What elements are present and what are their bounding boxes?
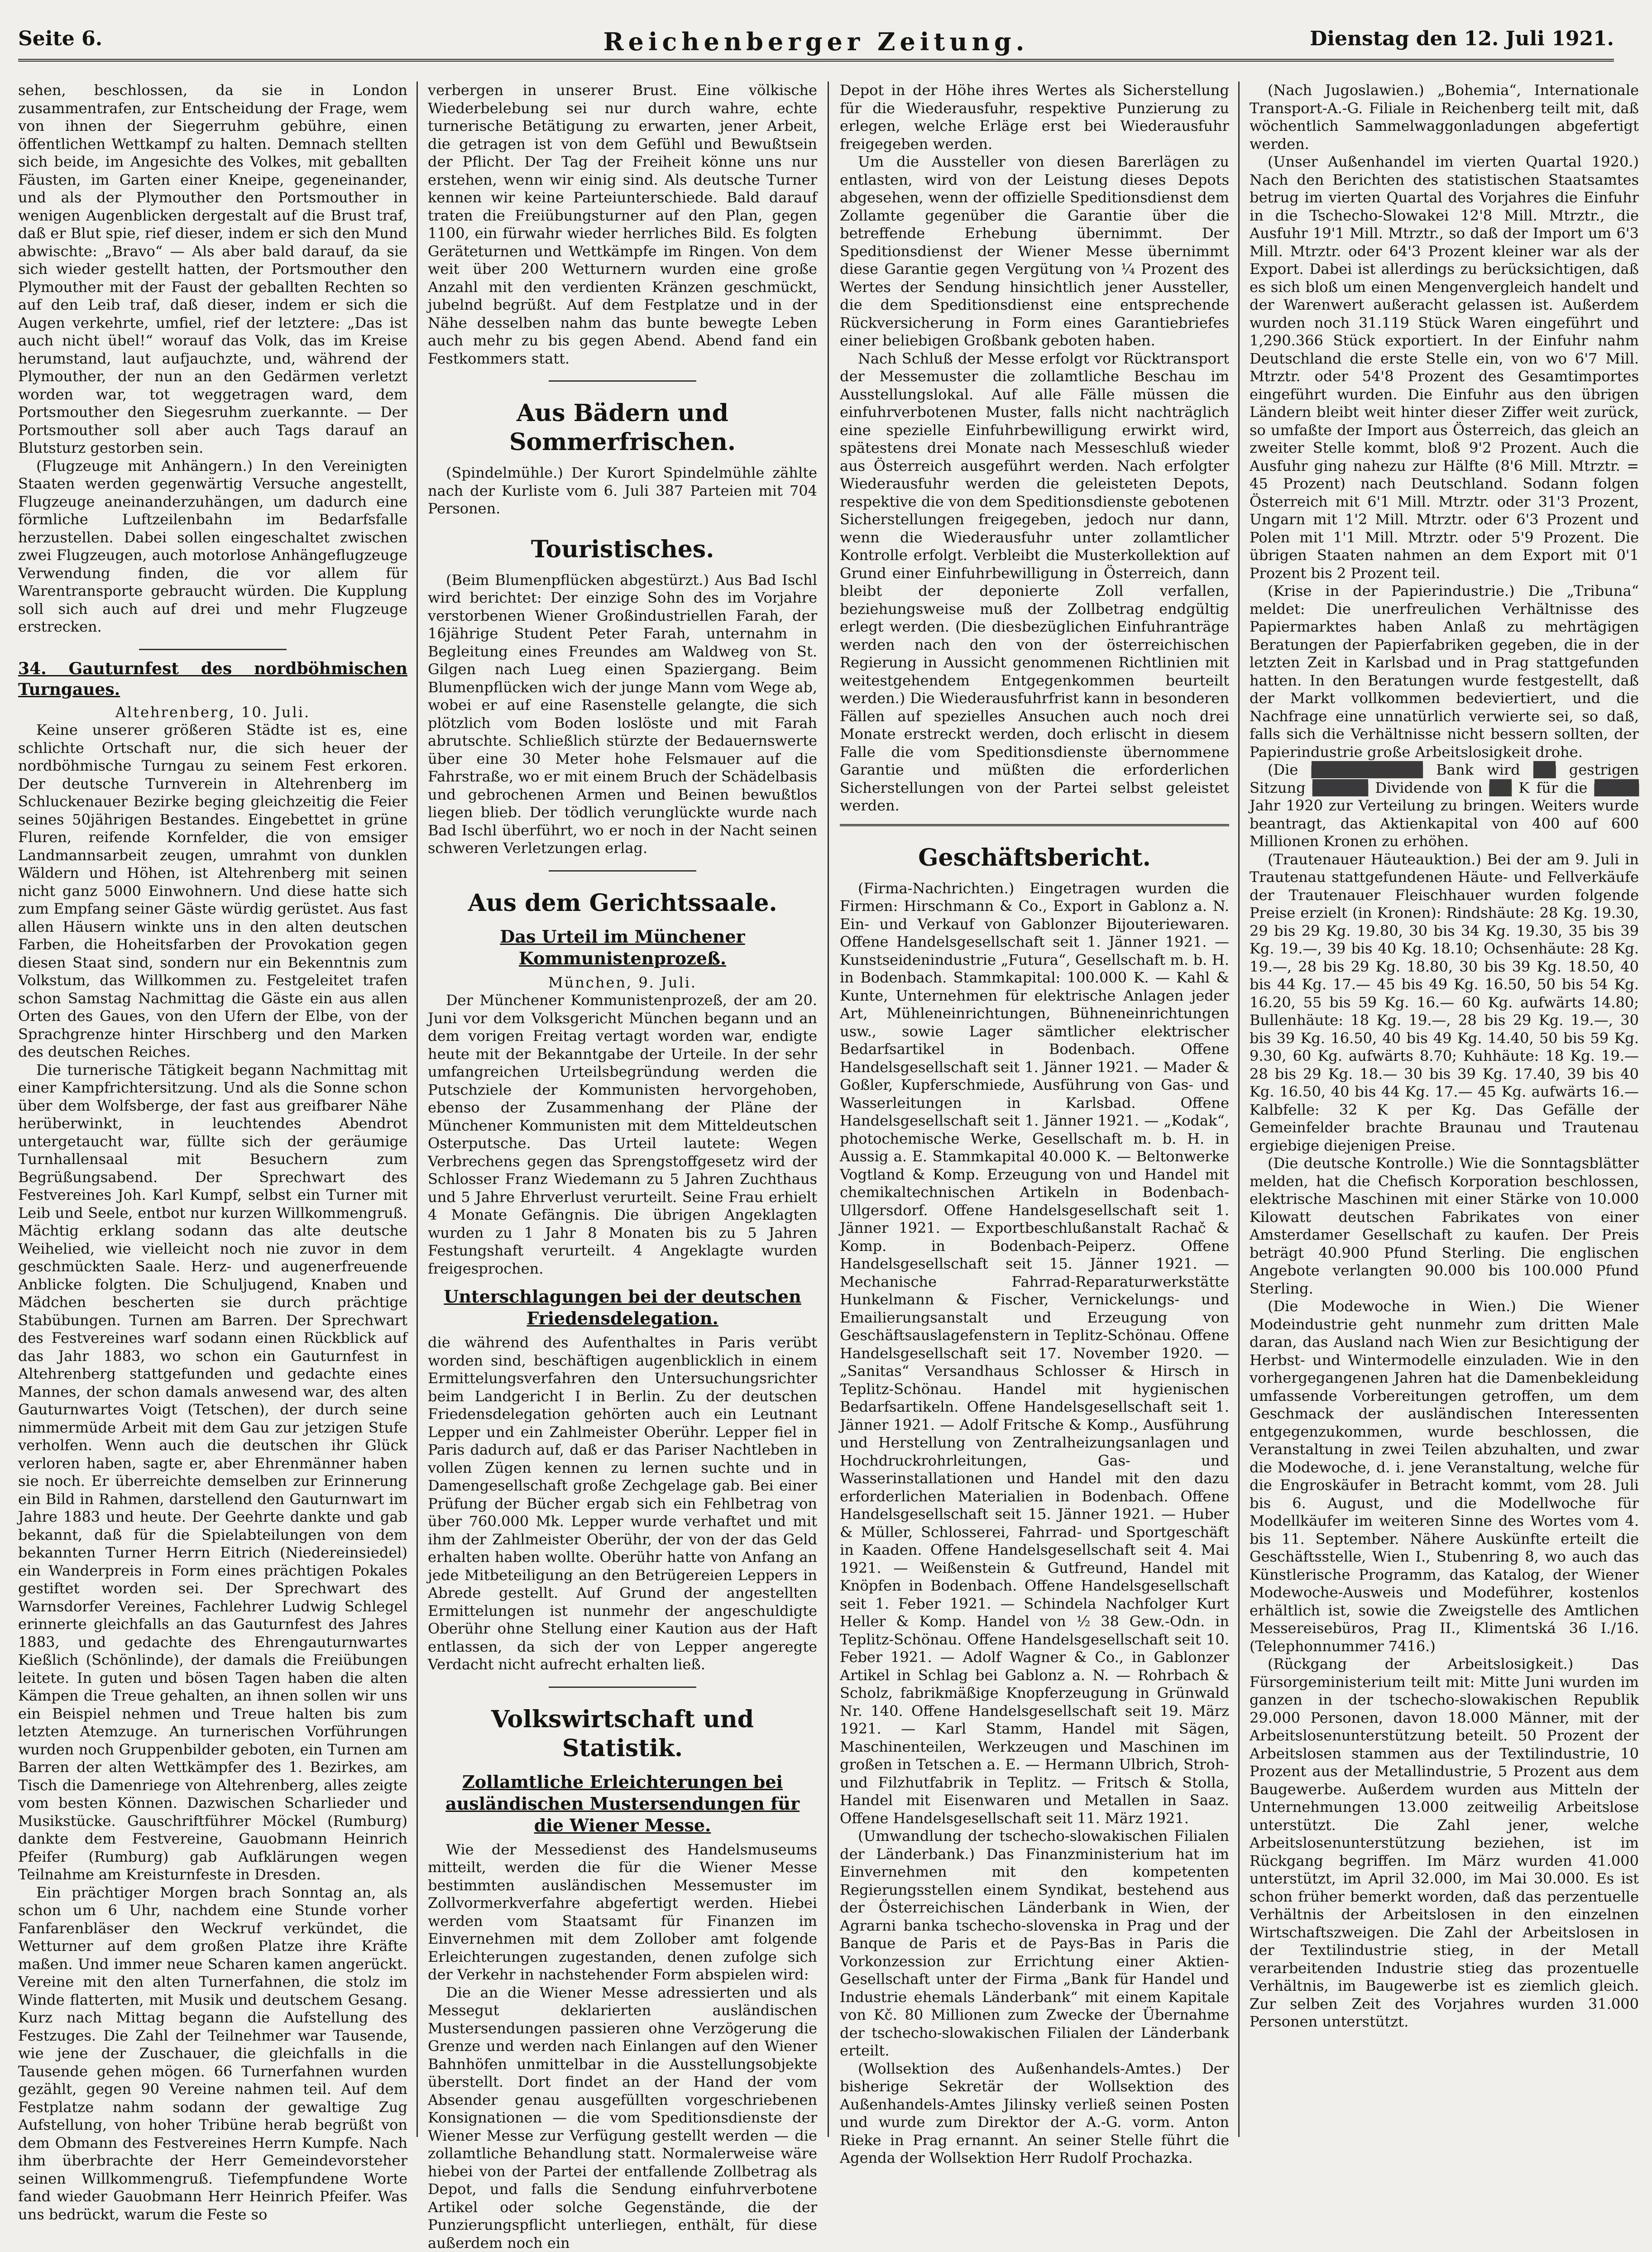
fragment-text: Jahr 1920 zur Verteilung zu bringen. Weiters wurde beantragt, das Aktienkapital von 400 auf 600 Millionen Kronen zu erhöhen.: [1250, 797, 1639, 850]
article-heading: Zollamtliche Erleichterungen bei ausländischen Mustersendungen für die Wiener Messe.: [428, 1771, 817, 1836]
article-paragraph: verbergen in unserer Brust. Eine völkische Wiederbelebung sei nur durch wahre, echte turnerische Betätigung zu erwarten, jener Arbeit, die getragen ist von dem Gefühl und Bewußtsein der Pflicht. Der Tag der Freiheit könne uns nur erstehen, wenn wir einig sind. Als deutsche Turner kennen wir keine Parteiunterschiede. Bald darauf traten die Freiübungsturner auf den Plan, gegen 1100, ein fürwahr wieder herrliches Bild. Es folgten Geräteturnen und Wettkämpfe im Ringen. Von dem weit über 200 Wetturnern wurden eine große Anzahl mit den verdienten Kränzen geschmückt, jubelnd begrüßt. Auf dem Festplatze und in der Nähe desselben nahm das bunte bewegte Leben auch mehr zu bis gegen Abend. Abend fand ein Festkommers statt.: [428, 81, 817, 368]
article-paragraph: die während des Aufenthaltes in Paris verübt worden sind, beschäftigen augenblicklich in einem Ermittelungsverfahren den Untersuchungsrichter beim Landgericht I in Berlin. Zu der deutschen Friedensdelegation gehörten auch ein Leutnant Lepper und ein Zahlmeister Oberühr. Lepper fiel in Paris dadurch auf, daß er das Pariser Nachtleben in vollen Zügen kennen zu lernen suchte und in Damengesellschaft große Zechgelage gab. Bei einer Prüfung der Bücher ergab sich ein Fehlbetrag von über 760.000 Mk. Lepper wurde verhaftet und mit ihm der Zahlmeister Oberühr, der von der das Geld erhalten haben wollte. Oberühr hatte von Anfang an jede Mitbeteiligung an den Betrügereien Leppers in Abrede gestellt. Auf Grund der angestellten Ermittelungen ist nunmehr der angeschuldigte Oberühr ohne Stellung einer Kaution aus der Haft entlassen, da sich der von Lepper angeregte Verdacht nicht aufrecht erhalten ließ.: [428, 1334, 817, 1674]
page-number: Seite 6.: [18, 27, 102, 50]
article-paragraph: (Spindelmühle.) Der Kurort Spindelmühle zählte nach der Kurliste vom 6. Juli 387 Parteien mit 704 Personen.: [428, 464, 817, 518]
article-paragraph: Nach Schluß der Messe erfolgt vor Rücktransport der Messemuster die zollamtliche Beschau im Ausstellungslokal. Auf alle Fälle müssen die einfuhrverbotenen Muster, falls nicht nachträglich eine spezielle Einfuhrbewilligung erwirkt wird, spätestens drei Monate nach Messeschluß wieder aus Österreich ausgeführt werden. Nach erfolgter Wiederausfuhr werden die geleisteten Depots, respektive die von dem Speditionsdienste gebotenen Sicherstellungen freigegeben, jedoch nur dann, wenn die Wiederausfuhr unter zollamtlicher Kontrolle erfolgt. Verbleibt die Musterkollektion auf Grund einer Einfuhrbewilligung in Österreich, dann bleibt der deponierte Zoll verfallen, beziehungsweise muß der Zollbetrag endgültig erlegt werden. (Die diesbezüglichen Einfuhranträge werden nach den von der österreichischen Regierung in Aussicht genommenen Richtlinien mit weitestgehendem Entgegenkommen beurteilt werden.) Die Wiederausfuhrfrist kann in besonderen Fällen auf spezielles Ansuchen auch noch drei Monate erstreckt werden, doch erlischt in diesem Falle die vom Speditionsdienste übernommene Garantie und müßten die erforderlichen Sicherstellungen von der Partei selbst geleistet werden.: [840, 350, 1229, 815]
dateline: Dienstag den 12. Juli 1921.: [1310, 27, 1614, 50]
column-rule: [417, 81, 418, 2137]
article-paragraph: Keine unserer größeren Städte ist es, eine schlichte Ortschaft nur, die sich heuer der nordböhmische Turngau zu seinem Fest erkoren. Der deutsche Turnverein in Altehrenberg im Schluckenauer Bezirke beging gleichzeitig die Feier seines 50jährigen Bestandes. Eingebettet in grüne Fluren, reifende Kornfelder, die von emsiger Landmannsarbeit zeugen, umrahmt von dunklen Wäldern und Höhen, ist Altehrenberg mit seinen nicht ganz 5000 Einwohnern. Und diese hatte sich zum Empfang seiner Gäste würdig gerüstet. Aus fast allen Häusern winkte uns in den alten deutschen Farben, die Hoheitsfarben der Provokation gegen diesen Staat sind, sondern nur ein Bekenntnis zum Volkstum, das Willkommen zu. Festgeleitet trafen schon Samstag Nachmittag die Gäste ein aus allen Orten des Gaues, von den Ufern der Elbe, von der Sprachgrenze hinter Hirschberg und den Marken des deutschen Reiches.: [18, 721, 407, 1061]
article-paragraph: Die an die Wiener Messe adressierten und als Messegut deklarierten ausländischen Mustersendungen passieren ohne Verzögerung die Grenze und werden nach Einlangen auf den Wiener Bahnhöfen unmittelbar in die Ausstellungsobjekte überstellt. Dort findet an der Hand der vom Absender genau ausgefüllten vorgeschriebenen Konsignationen — die vom Speditionsdienste der Wiener Messe zur Verfügung gestellt werden — die zollamtliche Behandlung statt. Normalerweise wäre hiebei von der Partei der entfallende Zollbetrag als Depot, und falls die Sendung einfuhrverbotene Artikel oder solche Gegenstände, die der Punzierungspflicht unterliegen, enthält, für diese außerdem noch ein: [428, 1984, 817, 2252]
masthead: Reichenberger Zeitung.: [18, 27, 1614, 56]
article-paragraph: (Rückgang der Arbeitslosigkeit.) Das Fürsorgeministerium teilt mit: Mitte Juni wurden im ganzen in der tschecho-slowakischen Republik 29.000 Personen, davon 18.000 Männer, mit der Arbeitslosenunterstützung beteilt. 50 Prozent der Arbeitslosen stammen aus der Textilindustrie, 10 Prozent aus der Metallindustrie, 5 Prozent aus dem Baugewerbe. Außerdem wurden aus Mitteln der Unternehmungen 13.000 zeitweilig Arbeitslose unterstützt. Die Zahl jener, welche Arbeitslosenunterstützung beziehen, ist im Rückgang begriffen. Im März wurden 41.000 unterstützt, im April 32.000, im Mai 30.000. Es ist schon früher bemerkt worden, daß das perzentuelle Verhältnis der Arbeitslosen in den einzelnen Wirtschaftszweigen. Die Zahl der Arbeitslosen in der Textilindustrie stieg, in der Metall verarbeitenden Industrie stieg das prozentuelle Verhältnis, im Baugewerbe ist es ziemlich gleich. Zur selben Zeit des Vorjahres wurden 31.000 Personen unterstützt.: [1250, 1655, 1639, 2031]
ink-blot: ▆▆▆▆▆: [1312, 779, 1368, 796]
article-paragraph: (Die Modewoche in Wien.) Die Wiener Modeindustrie geht nunmehr zum dritten Male daran, das Ausland nach Wien zur Besichtigung der Herbst- und Wintermodelle einzuladen. Wie in den vorhergegangenen Jahren hat die Damenbekleidung umfassende Vorbereitungen getroffen, um dem Geschmack der ausländischen Interessenten entgegenzukommen, wurde beschlossen, die Veranstaltung in zwei Teilen abzuhalten, und zwar die Modewoche, d. i. jene Veranstaltung, welche für die Engroskäufer in Betracht kommt, vom 28. Juli bis 6. August, und die Modellwoche für Modellkäufer im weiteren Sinne des Wortes vom 4. bis 11. September. Nähere Auskünfte erteilt die Geschäftsstelle, Wien I., Stubenring 8, wo auch das Künstlerische Programm, das Katalog, der Wiener Modewoche-Ausweis und Modeführer, kostenlos erhältlich ist, sowie die Zweigstelle des Amtlichen Messereisebüros, Prag II., Klimentská 36 I./16. (Telephonnummer 7416.): [1250, 1298, 1639, 1655]
section-heading: Aus Bädern und Sommerfrischen.: [428, 394, 817, 457]
column-3: [840, 81, 1229, 2137]
fragment-text: K für die: [1518, 779, 1587, 796]
fragment-text: Dividende von: [1375, 779, 1482, 796]
fragment-text: gestrigen Sitzung: [1250, 761, 1639, 796]
article-paragraph: Die turnerische Tätigkeit begann Nachmittag mit einer Kampfrichtersitzung. Und als die Sonne schon über dem Wolfsberge, der fast aus greifbarer Nähe herüberwinkt, in leuchtendes Abendrot untergetaucht war, füllte sich der geräumige Turnhallensaal mit Besuchern zum Begrüßungsabend. Der Sprechwart des Festvereines Joh. Karl Kumpf, selbst ein Turner mit Leib und Seele, entbot nur kurzen Willkommengruß. Mächtig erklang sodann das alte deutsche Weihelied, wie vielleicht noch nie zuvor in dem geschmückten Saale. Herz- und augenerfreuende Anblicke folgten. Die Schuljugend, Knaben und Mädchen bescherten sie durch prächtige Stabübungen. Turnen am Barren. Der Sprechwart des Festvereines warf sodann einen Rückblick auf das Jahr 1883, wo schon ein Gauturnfest in Altehrenberg stattgefunden und gedachte eines Mannes, der schon damals anwesend war, des alten Gauturnwartes Voigt (Tetschen), der durch seine nimmermüde Arbeit mit dem Gau zur jetzigen Stufe verholfen. Wenn auch die deutschen ihr Glück verloren haben, sagte er, aber Ehrenmänner haben sie noch. Er überreichte demselben zur Erinnerung ein Bild in Rahmen, darstellend den Gauturnwart im Jahre 1883 und heute. Der Geehrte dankte und gab bekannt, daß für die Spielabteilungen von dem bekannten Turner Herrn Eitrich (Niedereinsiedel) ein Wanderpreis in Form eines prächtigen Pokales gestiftet worden sei. Der Sprechwart des Warnsdorfer Vereines, Fachlehrer Ludwig Schlegel erinnerte gleichfalls an das Gauturnfest des Jahres 1883, und gedachte des Ehrengauturnwartes Kießlich (Schönlinde), der damals die Freiübungen leitete. In guten und bösen Tagen haben die alten Kämpen die Treue gehalten, an ihnen sollen wir uns ein Beispiel nehmen und Treue halten bis zum letzten Atemzuge. An turnerischen Vorführungen wurden noch Gruppenbilder geboten, ein Turnen am Barren der alten Wettkämpfer des 1. Bezirkes, am Tisch die Damenriege von Altehrenberg, alles zeigte vom besten Können. Dazwischen Scharlieder und Musikstücke. Gauschriftführer Möckel (Rumburg) dankte dem Festvereine, Gauobmann Heinrich Pfeifer (Rumburg) gab Aufklärungen wegen Teilnahme am Kreisturnfeste in Dresden.: [18, 1061, 407, 1884]
article-paragraph: (Unser Außenhandel im vierten Quartal 1920.) Nach den Berichten des statistischen Staatsamtes betrug im vierten Quartal des Vorjahres die Einfuhr in die Tschecho-Slowakei 12'8 Mill. Mtrztr., die Ausfuhr 19'1 Mill. Mtrztr., so daß der Import um 6'3 Mill. Mtrztr. oder 64'3 Prozent kleiner war als der Export. Dabei ist allerdings zu berücksichtigen, daß es sich bloß um einen Mengenvergleich handelt und der Warenwert außeracht gelassen ist. Außerdem wurden noch 31.119 Stück Waren eingeführt und 1,290.366 Stück exportiert. In der Einfuhr nahm Deutschland die erste Stelle ein, von wo 6'7 Mill. Mtrztr. oder 54'8 Prozent des Gesamtimportes eingeführt wurden. Die Einfuhr aus den übrigen Ländern bleibt weit hinter dieser Ziffer weit zurück, so umfaßte der Import aus Österreich, das gleich an zweiter Stelle kommt, bloß 9'2 Prozent. Auch die Ausfuhr ging nahezu zur Hälfte (8'6 Mill. Mtrztr. = 45 Prozent) nach Deutschland. Sodann folgen Österreich mit 6'1 Mill. Mtrztr. oder 31'3 Prozent, Ungarn mit 1'2 Mill. Mtrztr. oder 6'3 Prozent und Polen mit 1'1 Mill. Mtrztr. oder 5'9 Prozent. Die übrigen Staaten nahmen an dem Export mit 0'1 Prozent bis 2 Prozent teil.: [1250, 153, 1639, 582]
article-paragraph: (Flugzeuge mit Anhängern.) In den Vereinigten Staaten werden gegenwärtig Versuche angestellt, Flugzeuge aneinanderzuhängen, um dadurch eine förmliche Luftzeilenbahn im Bedarfsfalle herzustellen. Dabei sollen eingeschaltet zwischen zwei Flugzeugen, auch motorlose Anhängeflugzeuge Verwendung finden, die vor allem für Warentransporte gebraucht würden. Die Kupplung soll sich auch auf drei und mehr Flugzeuge erstrecken.: [18, 457, 407, 636]
article-paragraph: (Krise in der Papierindustrie.) Die „Tribuna“ meldet: Die unerfreulichen Verhältnisse des Papiermarktes haben Anlaß zu mehrtägigen Beratungen der Papierfabriken gegeben, die in der letzten Zeit in Karlsbad und in Prag stattgefunden hatten. In den Beratungen wurde festgestellt, daß der Markt vollkommen bedeviertiert, und die Nachfrage eine unnatürlich verwierte sei, so daß, falls sich die Verhältnisse nicht bessern sollten, der Papierindustrie große Arbeitslosigkeit drohe.: [1250, 582, 1639, 761]
section-divider: [549, 1687, 697, 1688]
article-paragraph: Ein prächtiger Morgen brach Sonntag an, als schon um 6 Uhr, nachdem eine Stunde vorher Fanfarenbläser den Weckruf verkündet, die Wetturner auf dem großen Platze ihre Kräfte maßen. Und immer neue Scharen kamen angerückt. Vereine mit den alten Turnerfahnen, die stolz im Winde flatterten, mit Musik und deutschem Gesang. Kurz nach Mittag begann die Aufstellung des Festzuges. Die Zahl der Teilnehmer war Tausende, wie jene der Zuschauer, die gleichfalls in die Tausende gehen mögen. 66 Turnerfahnen wurden gezählt, gegen 90 Vereine nahmen teil. Auf dem Festplatze nahm sodann der gewaltige Zug Aufstellung, von hoher Tribüne herab begrüßt von dem Obmann des Festvereines Herrn Kumpfe. Nach ihm überbrachte der Herr Gemeindevorsteher seinen Willkommengruß. Tiefempfundene Worte fand wieder Gauobmann Herr Heinrich Pfeifer. Was uns bedrückt, warum die Feste so: [18, 1884, 407, 2224]
article-paragraph: (Umwandlung der tschecho-slowakischen Filialen der Länderbank.) Das Finanzministerium hat im Einvernehmen mit den kompetenten Regierungsstellen einem Syndikat, bestehend aus der Österreichischen Länderbank in Wien, der Agrarni banka tschecho-slovenska in Prag und der Banque de Paris et de Pays-Bas in Paris die Vorkonzession zur Errichtung einer Aktien-Gesellschaft unter der Firma „Bank für Handel und Industrie ehemals Länderbank“ mit einem Kapitale von Kč. 80 Millionen zum Zwecke der Übernahme der tschecho-slowakischen Filialen der Länderbank erteilt.: [840, 1827, 1229, 2060]
section-divider: [549, 380, 697, 382]
article-heading: Unterschlagungen bei der deutschen Friedensdelegation.: [428, 1286, 817, 1329]
column-rule: [828, 81, 829, 2137]
section-heading: Volkswirtschaft und Statistik.: [428, 1701, 817, 1763]
ink-blot: ▆▆: [1489, 779, 1512, 796]
section-divider: [549, 870, 697, 872]
fragment-text: (Die: [1268, 761, 1298, 778]
dateline-place: Altehrenberg, 10. Juli.: [18, 704, 407, 722]
dateline-place: München, 9. Juli.: [428, 974, 817, 992]
article-paragraph: (Nach Jugoslawien.) „Bohemia“, Internationale Transport-A.-G. Filiale in Reichenberg teilt mit, daß wöchentlich Sammelwaggonladungen abgefertigt werden.: [1250, 81, 1639, 153]
section-heading: Aus dem Gerichtssaale.: [428, 884, 817, 918]
section-divider: [139, 649, 287, 650]
section-heading: Geschäftsbericht.: [840, 839, 1229, 872]
article-paragraph: (Beim Blumenpflücken abgestürzt.) Aus Bad Ischl wird berichtet: Der einzige Sohn des im Vorjahre verstorbenen Wiener Großindustriellen Farah, der 16jährige Student Peter Farah, unternahm in Begleitung eines Freundes am Waldweg von St. Gilgen nach Lueg einen Spaziergang. Beim Blumenpflücken wich der junge Mann vom Wege ab, wobei er auf eine Rasenstelle gelangte, die sich plötzlich vom Boden loslöste und mit Farah abrutschte. Schließlich stürzte der Bedauernswerte über eine 30 Meter hohe Felsmauer auf die Fahrstraße, wo er mit einem Bruch der Schädelbasis und gebrochenen Armen und Beinen bewußtlos liegen blieb. Der tödlich verunglückte wurde nach Bad Ischl überführt, wo er noch in der Nacht seinen schweren Verletzungen erlag.: [428, 571, 817, 858]
page-header: [18, 27, 1614, 62]
article-heading: Das Urteil im Münchener Kommunistenprozeß.: [428, 926, 817, 969]
column-4: [1250, 81, 1639, 2137]
article-paragraph: (Firma-Nachrichten.) Eingetragen wurden die Firmen: Hirschmann & Co., Export in Gablonz a. N. Ein- und Verkauf von Gablonzer Bijouteriewaren. Offene Handelsgesellschaft seit 1. Jänner 1921. — Kunstseidenindustrie „Futura“, Gesellschaft m. b. H. in Bodenbach. Stammkapital: 100.000 K. — Kahl & Kunte, Unternehmen für elektrische Anlagen jeder Art, Mühleneinrichtungen, Bühneneinrichtungen usw., sowie Lager sämtlicher elektrischer Bedarfsartikel in Bodenbach. Offene Handelsgesellschaft seit 1. Jänner 1921. — Mader & Goßler, Kupferschmiede, Ausführung von Gas- und Wasserleitungen in Karlsbad. Offene Handelsgesellschaft seit 1. Jänner 1921. — „Kodak“, photochemische Werke, Gesellschaft m. b. H. in Aussig a. E. Stammkapital 40.000 K. — Beltonwerke Vogtland & Komp. Erzeugung von und Handel mit chemikaltechnischen Artikeln in Bodenbach-Ullgersdorf. Offene Handelsgesellschaft seit 1. Jänner 1921. — Exportbeschlußanstalt Rachač & Komp. in Bodenbach-Peiperz. Offene Handelsgesellschaft seit 15. Jänner 1921. — Mechanische Fahrrad-Reparaturwerkstätte Hunkelmann & Fischer, Vernickelungs- und Emailierungsanstalt und Erzeugung von Geschäftsauslagefenstern in Teplitz-Schönau. Offene Handelsgesellschaft seit 17. November 1920. — „Sanitas“ Versandhaus Schlosser & Hirsch in Teplitz-Schönau. Handel mit hygienischen Bedarfsartikeln. Offene Handelsgesellschaft seit 1. Jänner 1921. — Adolf Fritsche & Komp., Ausführung und Herstellung von Zentralheizungsanlagen und Hochdruckrohrleitungen, Gas- und Wasserinstallationen und Handel mit den dazu erforderlichen Materialien in Bodenbach. Offene Handelsgesellschaft seit 15. Jänner 1921. — Huber & Müller, Schlosserei, Fahrrad- und Sportgeschäft in Kaaden. Offene Handelsgesellschaft seit 4. Mai 1921. — Weißenstein & Gutfreund, Handel mit Knöpfen in Bodenbach. Offene Handelsgesellschaft seit 1. Feber 1921. — Schindela Nachfolger Kurt Heller & Komp. Handel von ½ 38 Gew.-Odn. in Teplitz-Schönau. Offene Handelsgesellschaft seit 10. Feber 1921. — Adolf Wagner & Co., in Gablonzer Artikel in Schlag bei Gablonz a. N. — Rohrbach & Scholz, fabrikmäßige Knopferzeugung in Grünwald Nr. 140. Offene Handelsgesellschaft seit 19. März 1921. — Karl Stamm, Handel mit Sägen, Maschinenteilen, Werkzeugen und Maschinen im großen in Tetschen a. E. — Hermann Ulbrich, Stroh- und Filzhutfabrik in Teplitz. — Fritsch & Stolla, Handel mit Eisenwaren und Metallen in Saaz. Offene Handelsgesellschaft seit 11. März 1921.: [840, 880, 1229, 1828]
article-paragraph: Wie der Messedienst des Handelsmuseums mitteilt, werden die für die Wiener Messe bestimmten ausländischen Messemuster im Zollvormerkverfahre abgefertigt werden. Hiebei werden vom Staatsamt für Finanzen im Einvernehmen mit dem Zollober amt folgende Erleichterungen zugestanden, denen zufolge sich der Verkehr in nachstehender Form abspielen wird:: [428, 1841, 817, 1984]
article-paragraph: Der Münchener Kommunistenprozeß, der am 20. Juni vor dem Volksgericht München begann und an dem vorigen Freitag vertagt worden war, endigte heute mit der Bekanntgabe der Urteile. In der sehr umfangreichen Urteilsbegründung werden die Putschziele der Kommunisten hervorgehoben, ebenso der Zusammenhang der Pläne der Münchener Kommunisten mit dem Mitteldeutschen Osterputsche. Das Urteil lautete: Wegen Verbrechens gegen das Sprengstoffgesetz wird der Schlosser Franz Wiedemann zu 5 Jahren Zuchthaus und 5 Jahre Ehrverlust verurteilt. Seine Frau erhielt 4 Monate Gefängnis. Die übrigen Angeklagten wurden zu 1 Jahr 8 Monaten bis zu 5 Jahren Festungshaft verurteilt. 4 Angeklagte wurden freigesprochen.: [428, 992, 817, 1278]
column-rule: [1238, 81, 1240, 2137]
damaged-paragraph: [1250, 761, 1639, 851]
ink-blot: ▆▆: [1533, 761, 1556, 778]
section-divider: [840, 824, 1229, 826]
article-heading: 34. Gauturnfest des nordböhmischen Turngaues.: [18, 658, 407, 700]
fragment-text: Bank wird: [1436, 761, 1520, 778]
article-paragraph: Um die Aussteller von diesen Barerlägen zu entlasten, wird von der Leistung dieses Depots abgesehen, wenn der offizielle Speditionsdienst dem Zollamte gegenüber die Garantie über die betreffende Erhebung übernimmt. Der Speditionsdienst der Wiener Messe übernimmt diese Garantie gegen Vergütung von ¼ Prozent des Wertes der Sendung hinsichtlich jener Aussteller, die dem Speditionsdienst eine entsprechende Rückversicherung in Form eines Garantiebriefes einer beliebigen Großbank geboten haben.: [840, 153, 1229, 350]
column-1: [18, 81, 407, 2137]
article-paragraph: (Die deutsche Kontrolle.) Wie die Sonntagsblätter melden, hat die Chefisch Korporation beschlossen, elektrische Maschinen mit einer Stärke von 10.000 Kilowatt deutschen Fabrikates von einer Amsterdamer Gesellschaft zu kaufen. Der Preis beträgt 40.900 Pfund Sterling. Die englischen Angebote verlangten 90.000 bis 100.000 Pfund Sterling.: [1250, 1155, 1639, 1298]
ink-blot: ▆▆▆▆▆▆▆▆▆▆: [1312, 761, 1423, 778]
article-paragraph: (Trautenauer Häuteauktion.) Bei der am 9. Juli in Trautenau stattgefundenen Häute- und Fellverkäufe der Trautenauer Fleischhauer wurden folgende Preise erzielt (in Kronen): Rindshäute: 28 Kg. 19.30, 29 bis 29 Kg. 19.80, 30 bis 34 Kg. 19.30, 35 bis 39 Kg. 19.—, 39 bis 40 Kg. 18.10; Ochsenhäute: 28 Kg. 19.—, 28 bis 29 Kg. 18.80, 30 bis 39 Kg. 18.50, 40 bis 44 Kg. 17.— 45 bis 49 Kg. 16.50, 50 bis 54 Kg. 16.20, 55 bis 59 Kg. 16.— 60 Kg. aufwärts 14.80; Bullenhäute: 18 Kg. 19.—, 28 bis 29 Kg. 19.—, 30 bis 39 Kg. 16.50, 40 bis 49 Kg. 14.40, 50 bis 59 Kg. 9.30, 60 Kg. aufwärts 8.70; Kuhhäute: 18 Kg. 19.— 28 bis 29 Kg. 18.— 30 bis 39 Kg. 17.40, 39 bis 40 Kg. 16.50, 40 bis 44 Kg. 17.— 45 Kg. aufwärts 16.— Kalbfelle: 32 K per Kg. Das Gefälle der Gemeinfelder brachte Braunau und Trautenau ergiebige diejenigen Preise.: [1250, 851, 1639, 1155]
ink-blot: ▆▆▆▆: [1595, 779, 1639, 796]
column-2: [428, 81, 817, 2137]
article-paragraph: Depot in der Höhe ihres Wertes als Sicherstellung für die Wiederausfuhr, respektive Punzierung zu erlegen, welche Erläge erst bei Wiederausfuhr freigegeben werden.: [840, 81, 1229, 153]
article-paragraph: (Wollsektion des Außenhandels-Amtes.) Der bisherige Sekretär der Wollsektion des Außenhandels-Amtes Jilinsky verließ seinen Posten und wurde zum Direktor der A.-G. vorm. Anton Rieke in Prag ernannt. An seiner Stelle führt die Agenda der Wollsektion Herr Rudolf Prochazka.: [840, 2060, 1229, 2167]
section-heading: Touristisches.: [428, 531, 817, 564]
article-paragraph: sehen, beschlossen, da sie in London zusammentrafen, zur Entscheidung der Frage, wem von ihnen der Siegerruhm gebühre, einen öffentlichen Wettkampf zu halten. Demnach stellten sich beide, im Angesichte des Volkes, mit geballten Fäusten, im Garten einer Kneipe, gegeneinander, und als der Plymouther den Portsmouther in wenigen Augenblicken dergestalt auf die Brust traf, daß er Blut spie, rief dieser, indem er sich den Mund abwischte: „Bravo“ — Als aber bald darauf, da sie sich wieder gestellt hatten, der Portsmouther den Plymouther mit der Faust der geballten Rechten so auf den Leib traf, daß dieser, indem er sich die Augen verkehrte, umfiel, rief der letztere: „Das ist auch nicht übel!“ worauf das Volk, das im Kreise herumstand, laut aufjauchzte, und, während der Plymouther, der nun an den Gedärmen verletzt worden war, tot weggetragen ward, dem Portsmouther den Siegesruhm zuerkannte. — Der Portsmouther soll aber auch Tags darauf an Blutsturz gestorben sein.: [18, 81, 407, 457]
